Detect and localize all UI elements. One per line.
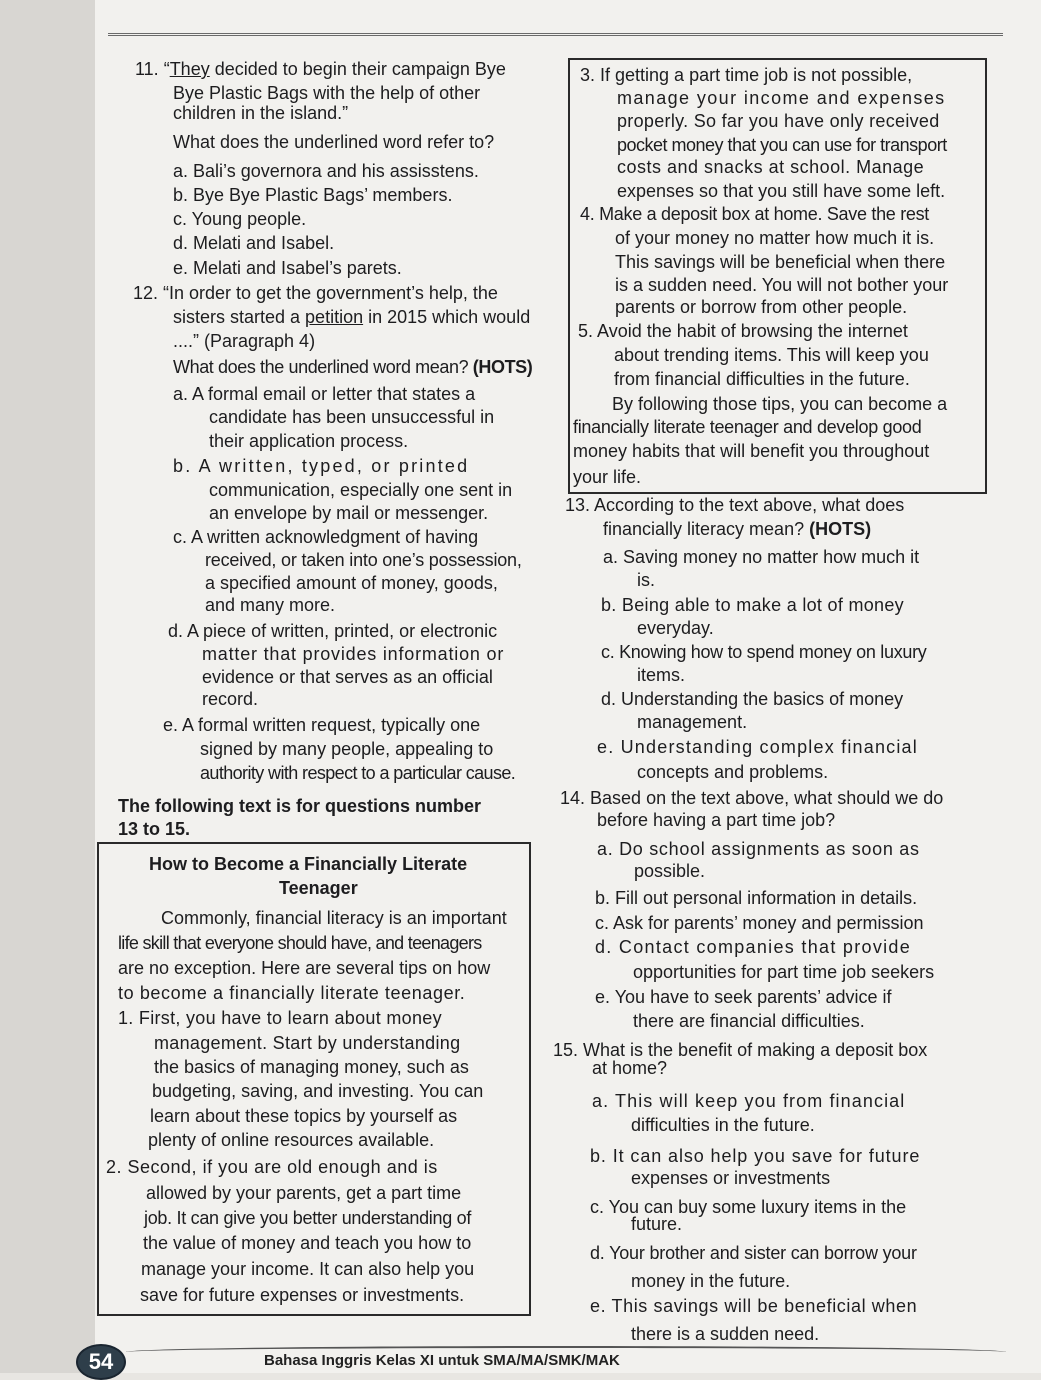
reading-line: management. Start by understanding: [154, 1033, 461, 1053]
q13-option-line: items.: [637, 665, 686, 685]
reading-title-line2: Teenager: [279, 878, 358, 898]
q12-option-line: d. A piece of written, printed, or electronic: [168, 621, 498, 641]
q14-option-line: c. Ask for parents’ money and permission: [595, 913, 924, 933]
q14-option-line: there are financial difficulties.: [633, 1011, 865, 1031]
q12-option-line: authority with respect to a particular cause.: [200, 763, 516, 783]
reading-cont-line: This savings will be beneficial when there: [615, 252, 946, 272]
reading-cont-line: financially literate teenager and develop good: [573, 417, 922, 437]
q15-option-line: future.: [631, 1214, 683, 1234]
q12-option-line: record.: [202, 689, 259, 709]
underlined-word-petition: petition: [305, 307, 364, 327]
q15-option-line: there is a sudden need.: [631, 1324, 820, 1344]
reading-cont-line: parents or borrow from other people.: [615, 297, 908, 317]
q12-line2: sisters started a petition in 2015 which would: [173, 307, 531, 327]
q14-option-line: opportunities for part time job seekers: [633, 962, 935, 982]
q15-option-line: b. It can also help you save for future: [590, 1146, 921, 1166]
q13-option-line: b. Being able to make a lot of money: [601, 595, 904, 615]
q13-option-line: concepts and problems.: [637, 762, 829, 782]
q13-option-line: everyday.: [637, 618, 714, 638]
reading-line: the value of money and teach you how to: [143, 1233, 472, 1253]
underlined-word-they: They: [169, 59, 210, 79]
q13-option-line: c. Knowing how to spend money on luxury: [601, 642, 927, 662]
reading-cont-line: is a sudden need. You will not bother your: [615, 275, 949, 295]
q12-question: What does the underlined word mean? (HOTS): [173, 357, 533, 377]
reading-line: plenty of online resources available.: [148, 1130, 435, 1150]
q15-option-line: c. You can buy some luxury items in the: [590, 1197, 907, 1217]
q14-line1: 14. Based on the text above, what should we do: [560, 788, 944, 808]
q14-option-line: e. You have to seek parents’ advice if: [595, 987, 892, 1007]
reading-cont-line: manage your income and expenses: [617, 88, 946, 108]
q11-option-d: d. Melati and Isabel.: [173, 233, 335, 253]
q12-option-line: candidate has been unsuccessful in: [209, 407, 495, 427]
q15-option-line: d. Your brother and sister can borrow your: [590, 1243, 917, 1263]
q12-option-line: and many more.: [205, 595, 336, 615]
q15-option-line: a. This will keep you from financial: [592, 1091, 906, 1111]
q14-option-line: a. Do school assignments as soon as: [597, 839, 920, 859]
q12-line3: ....” (Paragraph 4): [173, 331, 316, 351]
q13-option-line: is.: [637, 570, 655, 590]
reading-cont-line: properly. So far you have only received: [617, 111, 940, 131]
q11-option-a: a. Bali’s governora and his assisstens.: [173, 161, 479, 181]
page-margin-shadow: [0, 0, 95, 1373]
instruction-line1: The following text is for questions number: [118, 796, 482, 816]
q11-option-c: c. Young people.: [173, 209, 307, 229]
top-border-rule: [108, 33, 1003, 46]
q11-option-b: b. Bye Bye Plastic Bags’ members.: [173, 185, 453, 205]
q12-option-line: signed by many people, appealing to: [200, 739, 494, 759]
q11-line3: children in the island.”: [173, 103, 349, 123]
q11-option-e: e. Melati and Isabel’s parets.: [173, 258, 402, 278]
q12-option-line: c. A written acknowledgment of having: [173, 527, 479, 547]
reading-line: 2. Second, if you are old enough and is: [106, 1157, 438, 1177]
q15-option-line: expenses or investments: [631, 1168, 831, 1188]
reading-line: allowed by your parents, get a part time: [146, 1183, 462, 1203]
q15-option-line: money in the future.: [631, 1271, 791, 1291]
q11-line1: 11. “They decided to begin their campaign Bye: [135, 59, 506, 79]
reading-line: the basics of managing money, such as: [154, 1057, 469, 1077]
reading-line: learn about these topics by yourself as: [150, 1106, 458, 1126]
q11-line2: Bye Plastic Bags with the help of other: [173, 83, 481, 103]
reading-cont-line: pocket money that you can use for transport: [617, 135, 947, 155]
q13-option-line: e. Understanding complex financial: [597, 737, 918, 757]
q15-line2: at home?: [592, 1058, 668, 1078]
page-footer: [66, 1340, 1041, 1373]
q14-line2: before having a part time job?: [597, 810, 836, 830]
page-number-badge: 54: [76, 1344, 126, 1380]
reading-line: save for future expenses or investments.: [140, 1285, 465, 1305]
reading-line: Commonly, financial literacy is an important: [161, 908, 507, 928]
q12-option-line: evidence or that serves as an official: [202, 667, 493, 687]
reading-line: budgeting, saving, and investing. You can: [152, 1081, 484, 1101]
reading-cont-line: 5. Avoid the habit of browsing the internet: [578, 321, 908, 341]
q13-line1: 13. According to the text above, what does: [565, 495, 905, 515]
book-title: Bahasa Inggris Kelas XI untuk SMA/MA/SMK/MAK: [264, 1352, 620, 1369]
q13-option-line: a. Saving money no matter how much it: [603, 547, 920, 567]
q12-option-line: their application process.: [209, 431, 409, 451]
q15-option-line: e. This savings will be beneficial when: [590, 1296, 918, 1316]
reading-cont-line: 3. If getting a part time job is not possible,: [580, 65, 913, 85]
q14-option-line: possible.: [634, 861, 706, 881]
instruction-line2: 13 to 15.: [118, 819, 191, 839]
q12-option-line: matter that provides information or: [202, 644, 505, 664]
q12-option-line: a specified amount of money, goods,: [205, 573, 498, 593]
reading-cont-line: costs and snacks at school. Manage: [617, 157, 925, 177]
q14-option-line: b. Fill out personal information in details.: [595, 888, 918, 908]
q13-option-line: d. Understanding the basics of money: [601, 689, 904, 709]
reading-line: are no exception. Here are several tips on how: [118, 958, 491, 978]
q13-option-line: management.: [637, 712, 748, 732]
q12-line1: 12. “In order to get the government’s help, the: [133, 283, 498, 303]
q12-option-line: a. A formal email or letter that states a: [173, 384, 476, 404]
q15-line1: 15. What is the benefit of making a deposit box: [553, 1040, 928, 1060]
q15-option-line: difficulties in the future.: [631, 1115, 815, 1135]
reading-cont-line: money habits that will benefit you throughout: [573, 441, 930, 461]
q12-option-line: received, or taken into one’s possession,: [205, 550, 522, 570]
reading-cont-line: of your money no matter how much it is.: [615, 228, 935, 248]
reading-line: job. It can give you better understanding of: [144, 1208, 472, 1228]
reading-cont-line: about trending items. This will keep you: [614, 345, 929, 365]
reading-cont-line: from financial difficulties in the future.: [614, 369, 910, 389]
q11-question: What does the underlined word refer to?: [173, 132, 495, 152]
q12-option-line: b. A written, typed, or printed: [173, 456, 470, 476]
q12-option-line: communication, especially one sent in: [209, 480, 513, 500]
q12-option-line: an envelope by mail or messenger.: [209, 503, 489, 523]
reading-line: 1. First, you have to learn about money: [118, 1008, 442, 1028]
reading-cont-line: expenses so that you still have some left.: [617, 181, 946, 201]
reading-line: manage your income. It can also help you: [141, 1259, 475, 1279]
q14-option-line: d. Contact companies that provide: [595, 937, 912, 957]
reading-title-line1: How to Become a Financially Literate: [149, 854, 468, 874]
reading-cont-line: By following those tips, you can become a: [612, 394, 948, 414]
reading-cont-line: 4. Make a deposit box at home. Save the rest: [580, 204, 930, 224]
q13-line2: financially literacy mean? (HOTS): [603, 519, 872, 539]
reading-cont-line: your life.: [573, 467, 642, 487]
reading-line: to become a financially literate teenager.: [118, 983, 466, 1003]
reading-line: life skill that everyone should have, and teenagers: [118, 933, 482, 953]
q12-option-line: e. A formal written request, typically one: [163, 715, 481, 735]
